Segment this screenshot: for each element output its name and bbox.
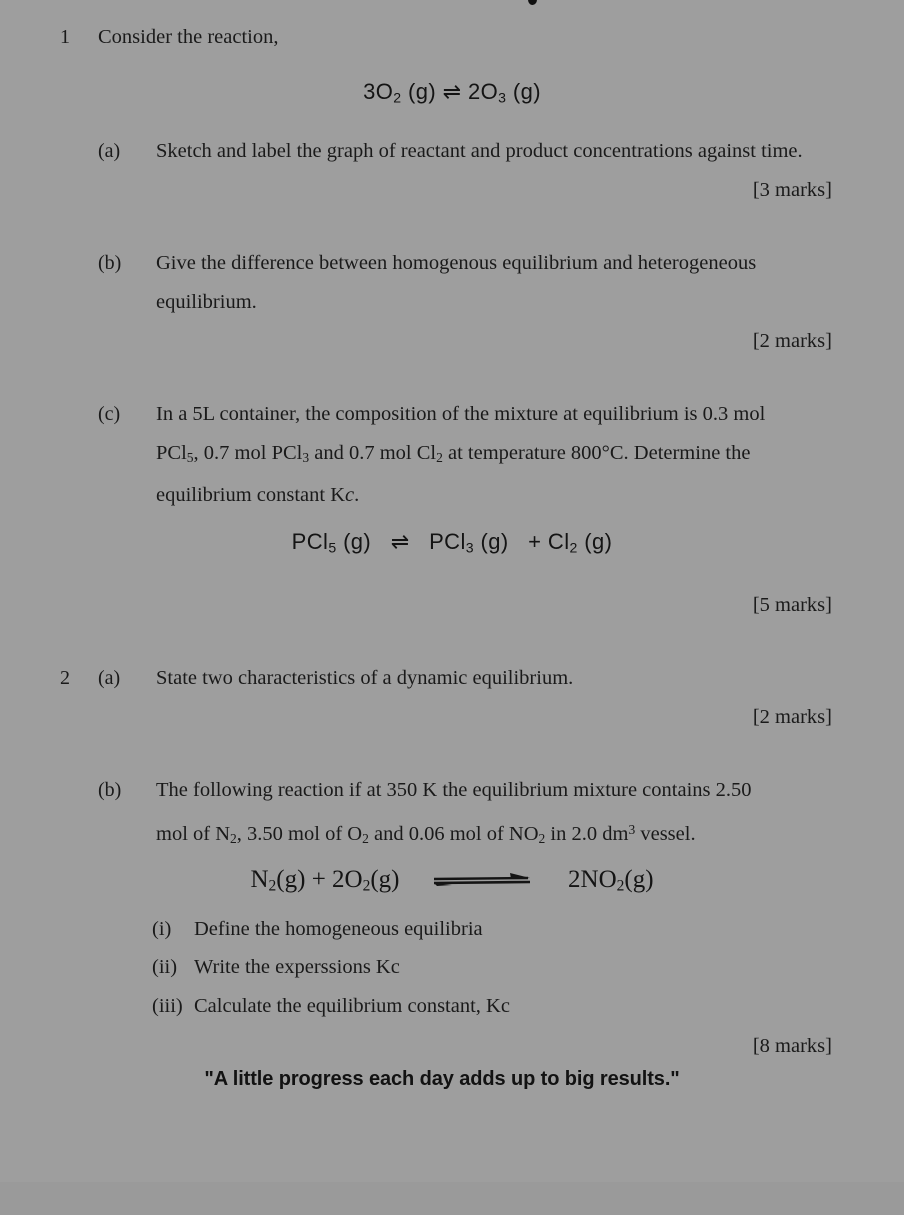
list-item [152, 948, 904, 987]
pcl3-product: PCl [429, 529, 466, 555]
equation-rhs-coefficient: 2 [467, 79, 481, 104]
equation-rhs-formula: O [480, 79, 499, 104]
no2-product: NO [580, 866, 617, 894]
equation-lhs-formula: O [375, 79, 394, 104]
spacer-number [0, 771, 98, 810]
o2-reactant-state: (g) [370, 866, 400, 894]
question-2b-line2-sup: 3 [628, 822, 636, 837]
o2-reactant-subscript: 2 [362, 877, 371, 895]
n2-reactant-state: (g) [276, 866, 306, 894]
no2-product-state: (g) [624, 866, 654, 894]
question-2b-line2-d: in 2.0 dm [545, 823, 629, 846]
question-2b-line1: The following reaction if at 350 K the equilibrium mixture contains 2.50 [156, 779, 752, 801]
cl2-product-state: (g) [584, 529, 613, 555]
equilibrium-arrow-icon: ⇌ [390, 529, 410, 555]
spacer-number [0, 132, 98, 171]
equation-rhs-state: (g) [512, 79, 541, 104]
o2-reactant: O [344, 866, 363, 894]
question-1c-line2-b: , 0.7 mol PCl [193, 441, 303, 464]
question-1c-line2-a: PCl [156, 441, 187, 464]
equation-rhs-subscript: 3 [498, 89, 507, 106]
question-1-number: 1 [60, 26, 70, 48]
question-1b-letter: (b) [98, 251, 122, 274]
question-1c-line3-a: equilibrium constant K [156, 484, 346, 507]
list-item [152, 910, 904, 949]
spacer-number [0, 244, 98, 283]
hand-drawn-equilibrium-arrow-icon [432, 870, 536, 892]
pcl3-product-state: (g) [480, 529, 509, 555]
subpart-iii-label: (iii) [152, 994, 183, 1017]
no2-product-coefficient: 2 [568, 866, 581, 894]
question-1-stem-row [0, 18, 904, 57]
question-2a-letter: (a) [98, 667, 121, 689]
question-2b-text [156, 771, 904, 858]
question-2b-subparts [0, 910, 904, 1026]
question-1b-text: Give the difference between homogenous equilibrium and heterogeneous equilibrium. [156, 251, 757, 313]
subpart-ii-label: (ii) [152, 956, 178, 979]
n2-reactant: N [250, 866, 269, 894]
no2-product-subscript: 2 [616, 877, 625, 895]
question-2b-row [0, 771, 904, 858]
question-2-number: 2 [60, 667, 70, 689]
question-1b-row [0, 244, 904, 322]
question-2b-line2-b: , 3.50 mol of O [236, 823, 363, 846]
question-1c-row [0, 395, 904, 516]
question-2a-row [0, 659, 904, 698]
question-1c-line2-sub1: 5 [186, 449, 194, 465]
question-2b-line2-sub3: 2 [538, 831, 546, 847]
plus-sign: + 2 [311, 866, 345, 894]
spacer-number [0, 395, 98, 434]
question-1c-line2-d: at temperature 800°C. Determine the [442, 441, 751, 464]
question-2b-line2-c: and 0.06 mol of NO [368, 823, 539, 846]
subpart-i-text: Define the homogeneous equilibria [194, 917, 483, 940]
footer-quote: "A little progress each day adds up to big results." [204, 1068, 680, 1091]
question-1a-letter: (a) [98, 139, 121, 162]
cl2-product: Cl [547, 529, 570, 555]
equation-n2-o2-no2 [0, 866, 904, 896]
question-2b-line2-sub2: 2 [362, 831, 369, 847]
question-1c-text [156, 395, 904, 516]
equation-lhs-subscript: 2 [393, 89, 402, 106]
question-2b-line2-sub1: 2 [230, 831, 237, 847]
subpart-ii-text: Write the experssions Kc [194, 956, 400, 979]
question-2a-text: State two characteristics of a dynamic equilibrium. [156, 667, 574, 689]
question-1-stem-text: Consider the reaction, [98, 26, 279, 48]
question-1c-line3-b: . [354, 484, 360, 507]
question-1b-marks: [2 marks] [752, 329, 832, 352]
page-bottom-band [0, 1182, 904, 1215]
pcl5-reactant-state: (g) [343, 529, 372, 555]
question-2b-letter: (b) [98, 779, 122, 801]
question-1c-line2-c: and 0.7 mol Cl [309, 441, 437, 464]
subpart-i-label: (i) [152, 917, 172, 940]
question-1a-row [0, 132, 904, 171]
question-1c-line3-italic-c: c [345, 484, 355, 507]
equation-o2-o3 [0, 79, 904, 106]
question-1c-marks: [5 marks] [752, 594, 832, 616]
subpart-iii-text: Calculate the equilibrium constant, Kc [194, 994, 510, 1017]
question-2b-marks: [8 marks] [752, 1035, 832, 1058]
question-1a-text: Sketch and label the graph of reactant and product concentrations against time. [156, 139, 803, 162]
list-item [152, 987, 904, 1026]
question-1a-marks: [3 marks] [752, 178, 832, 201]
question-2b-line2-a: mol of N [156, 823, 231, 846]
pcl5-reactant: PCl [291, 529, 329, 555]
n2-reactant-subscript: 2 [268, 877, 277, 895]
question-1c-line2-sub3: 2 [436, 449, 443, 465]
question-1c-letter: (c) [98, 402, 121, 425]
question-2a-marks: [2 marks] [752, 706, 832, 728]
pcl5-reactant-subscript: 5 [328, 540, 337, 556]
equation-pcl5 [0, 529, 904, 556]
equation-lhs-coefficient: 3 [363, 79, 376, 104]
question-1c-line2-sub2: 3 [302, 449, 310, 465]
plus-sign: + [528, 529, 542, 555]
equilibrium-arrow-icon: ⇌ [442, 79, 462, 104]
question-2b-line2-e: vessel. [635, 823, 696, 846]
question-1c-line1: In a 5L container, the composition of the mixture at equilibrium is 0.3 mol [156, 402, 766, 425]
cl2-product-subscript: 2 [569, 540, 578, 556]
pcl3-product-subscript: 3 [465, 540, 474, 556]
equation-lhs-state: (g) [407, 79, 437, 104]
